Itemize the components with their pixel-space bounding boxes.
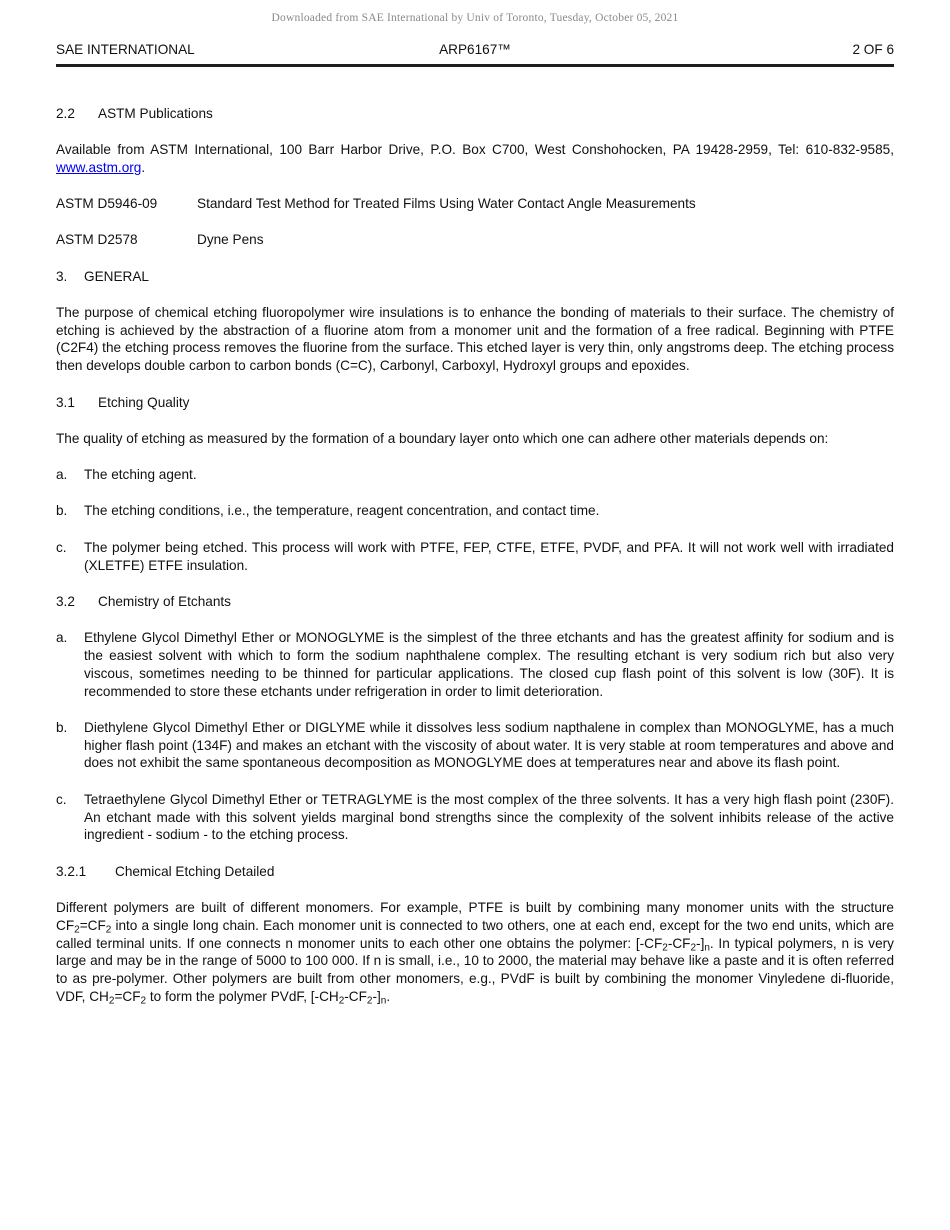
list-marker: c. (56, 791, 67, 807)
download-watermark: Downloaded from SAE International by Univ of Toronto, Tuesday, October 05, 2021 (271, 12, 679, 24)
section-title: GENERAL (84, 268, 149, 284)
heading-astm-publications (56, 105, 894, 123)
list-marker: c. (56, 539, 67, 555)
paragraph-general: The purpose of chemical etching fluoropolymer wire insulations is to enhance the bonding of materials to their surface. The chemistry of etching is achieved by the abstraction of a fluorine atom from a monomer unit and the formation of a free radical. Beginning with PTFE (C2F4) the etching process removes the fluorine from the surface. This etched layer is very thin, only angstroms deep. The etching process then develops double carbon to carbon bonds (C=C), Carbonyl, Carboxyl, Hydroxyl groups and epoxides. (56, 304, 894, 374)
list-item-quality-c (56, 539, 894, 575)
list-item-chem-c (56, 791, 894, 844)
text-run: =CF (114, 988, 141, 1004)
section-number: 3.2.1 (56, 863, 87, 879)
text-run: -CF (667, 935, 691, 951)
list-marker: a. (56, 467, 68, 483)
text-run: Different polymers are built of different monomers. For example, PTFE is built by combining many monomer units with the structure CF (56, 899, 894, 933)
list-marker: b. (56, 719, 68, 735)
section-title: ASTM Publications (98, 105, 213, 121)
text-run: =CF (79, 917, 106, 933)
text-run: into a single long chain. Each monomer unit is connected to two others, one at each end, except for the two end units, which are called terminal units. If one connects n monomer units to each other one obtains the polymer: [-CF (56, 917, 894, 951)
subscript-text: 2 (140, 995, 147, 1007)
subscript-text: 2 (662, 942, 668, 953)
list-item-chem-a (56, 629, 894, 700)
reference-label: ASTM D5946-09 (56, 195, 158, 211)
list-text: The polymer being etched. This process will work with PTFE, FEP, CTFE, ETFE, PVDF, and PFA. It will not work well with irradiated (XLETFE) ETFE insulation. (84, 539, 894, 573)
heading-general (56, 268, 894, 286)
header-rule (56, 64, 894, 67)
text-run: Available from ASTM International, 100 Barr Harbor Drive, P.O. Box C700, West Conshohocken, PA 19428-2959, Tel: 610-832-9585, (56, 141, 894, 157)
text-run: . (386, 988, 391, 1004)
subscript-text: 2 (338, 995, 345, 1007)
page-header (56, 41, 894, 59)
paragraph-etching-quality: The quality of etching as measured by the formation of a boundary layer onto which one can adhere other materials depends on: (56, 430, 829, 446)
subscript-text: n (380, 995, 387, 1007)
text-run: -CF (344, 988, 367, 1004)
subscript-text: 2 (366, 995, 373, 1007)
text-run: . In typical polymers, n is very large and may be in the range of 5000 to 100 000. If n is small, i.e., 10 to 2000, the material may behave like a paste and it is often referred to as pre-polymer. Other polymers are built from other monomers, e.g., PVdF is built by combining the monomer Vinyledene di-fluoride, VDF, CH (56, 935, 894, 1004)
heading-chemistry-of-etchants (56, 593, 894, 611)
list-text: Diethylene Glycol Dimethyl Ether or DIGLYME while it dissolves less sodium napthalene in complex than MONOGLYME, has a much higher flash point (134F) and makes an etchant with the viscosity of about water. It is very stable at room temperatures and above and does not exhibit the same spontaneous decomposition as MONOGLYME does at temperatures near and above its flash point. (84, 719, 894, 771)
list-text: The etching agent. (84, 467, 197, 483)
text-run: . (141, 159, 146, 175)
subscript-text: 2 (105, 924, 112, 936)
text-run: -] (372, 988, 381, 1004)
astm-website-link[interactable]: www.astm.org (56, 159, 142, 175)
reference-astm-d5946 (56, 195, 894, 213)
header-org: SAE INTERNATIONAL (56, 41, 195, 57)
header-doc-number: ARP6167™ (439, 41, 511, 57)
list-marker: a. (56, 630, 68, 646)
section-number: 2.2 (56, 105, 75, 121)
paragraph-astm-address (56, 141, 894, 177)
list-item-quality-a (56, 466, 894, 484)
reference-label: ASTM D2578 (56, 232, 138, 248)
header-page-number: 2 OF 6 (852, 41, 895, 57)
reference-astm-d2578 (56, 231, 894, 249)
text-run: to form the polymer PVdF, [-CH (146, 988, 339, 1004)
section-number: 3.1 (56, 394, 75, 410)
reference-title: Dyne Pens (197, 232, 264, 248)
heading-chemical-etching-detailed (56, 863, 894, 881)
reference-title: Standard Test Method for Treated Films Using Water Contact Angle Measurements (197, 195, 696, 211)
subscript-text: 2 (74, 924, 80, 936)
paragraph-chemical-etching-detailed (56, 899, 894, 1006)
section-number: 3. (56, 268, 68, 284)
document-body (56, 105, 894, 1006)
list-item-quality-b (56, 502, 894, 520)
subscript-text: n (704, 942, 710, 953)
section-title: Chemical Etching Detailed (115, 863, 275, 879)
text-run: -] (696, 935, 705, 951)
heading-etching-quality (56, 394, 894, 412)
subscript-text: 2 (108, 995, 115, 1007)
list-text: Ethylene Glycol Dimethyl Ether or MONOGLYME is the simplest of the three etchants and has the greatest affinity for sodium and is the easiest solvent with which to form the sodium naphthalene complex. The resulting etchant is very sodium rich but also very viscous, sometimes needing to be thinned for particular applications. The closed cup flash point of this solvent is low (30F). It is recommended to store these etchants under refrigeration in order to limit deterioration. (84, 630, 894, 699)
subscript-text: 2 (690, 942, 697, 953)
section-title: Etching Quality (98, 394, 190, 410)
list-marker: b. (56, 503, 68, 519)
list-item-chem-b (56, 719, 894, 772)
section-number: 3.2 (56, 593, 75, 609)
list-text: Tetraethylene Glycol Dimethyl Ether or TETRAGLYME is the most complex of the three solvents. It has a very high flash point (230F). An etchant made with this solvent yields marginal bond strengths since the complexity of the solvent inhibits release of the active ingredient - sodium - to the etching process. (84, 791, 894, 843)
list-text: The etching conditions, i.e., the temperature, reagent concentration, and contact time. (84, 503, 600, 519)
section-title: Chemistry of Etchants (98, 593, 231, 609)
